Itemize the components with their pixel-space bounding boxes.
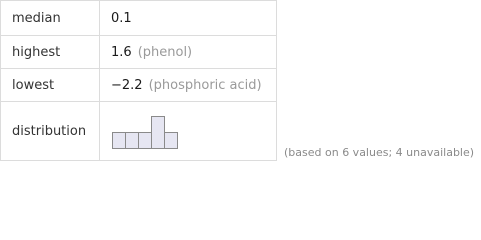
row-lowest (1, 69, 277, 102)
lowest-value-cell (100, 69, 277, 102)
lowest-note: (phosphoric acid) (148, 77, 262, 93)
row-distribution (1, 102, 277, 161)
highest-note: (phenol) (137, 44, 193, 60)
distribution-cell (100, 102, 277, 161)
row-median (1, 1, 277, 36)
lowest-label: lowest (1, 69, 100, 102)
highest-value-cell (100, 36, 277, 69)
median-label: median (1, 1, 100, 36)
histogram-bar (113, 133, 126, 149)
highest-value: 1.6 (111, 44, 132, 60)
histogram-bar (126, 133, 139, 149)
histogram-bar (152, 117, 165, 149)
histogram-bar (139, 133, 152, 149)
highest-label: highest (1, 36, 100, 69)
histogram-bar (165, 133, 178, 149)
distribution-histogram (111, 113, 179, 153)
lowest-value: −2.2 (111, 77, 143, 93)
row-highest (1, 36, 277, 69)
median-value: 0.1 (100, 1, 277, 36)
footnote: (based on 6 values; 4 unavailable) (284, 146, 475, 159)
distribution-label: distribution (1, 102, 100, 161)
stats-table (0, 0, 277, 161)
